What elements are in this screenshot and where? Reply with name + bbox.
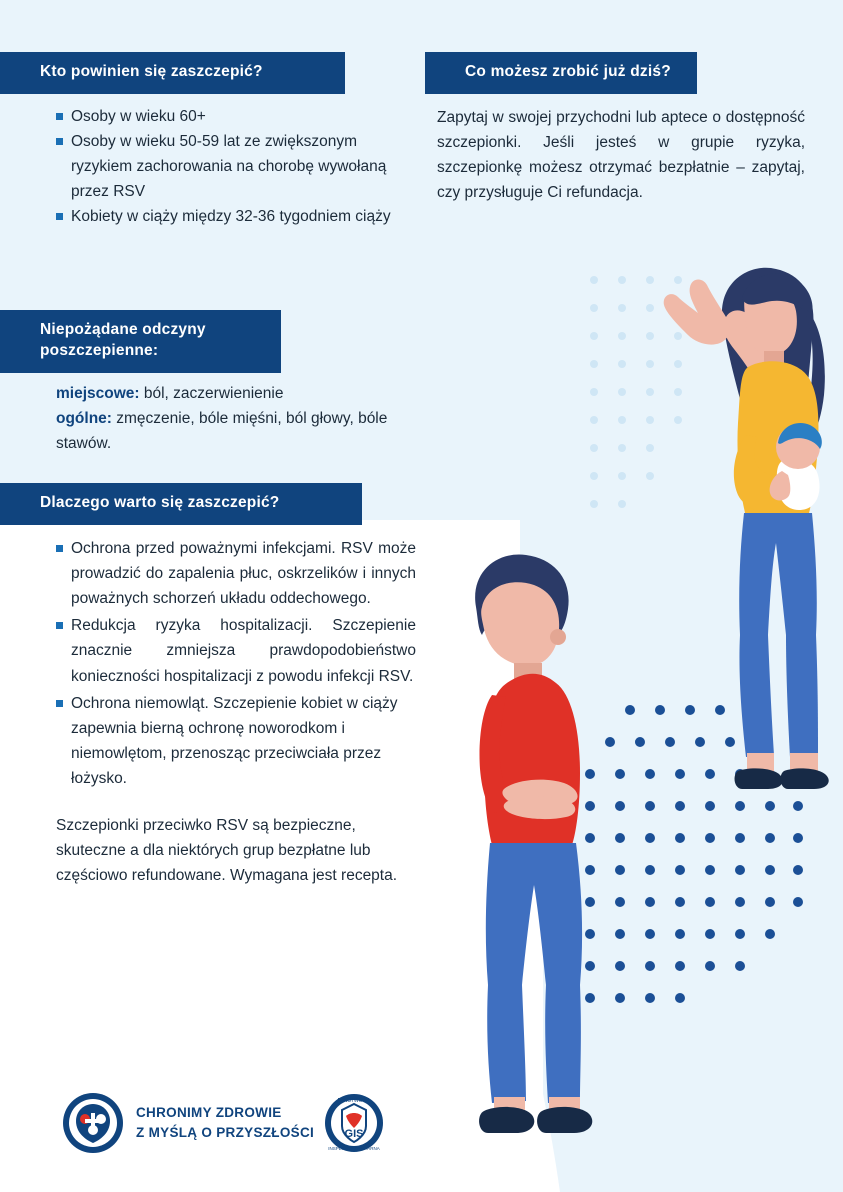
adverse-reactions-section xyxy=(56,381,416,456)
why-vaccinate-list xyxy=(56,536,416,791)
who-should-vaccinate-section xyxy=(56,104,416,230)
footer-branding xyxy=(62,1092,386,1154)
heading-who-should-vaccinate: Kto powinien się zaszczepić? xyxy=(0,52,345,94)
list-item: Kobiety w ciąży między 32-36 tygodniem ciąży xyxy=(56,204,416,229)
gis-top-text: PAŃSTWOWA xyxy=(337,1098,371,1104)
list-item: Redukcja ryzyka hospitalizacji. Szczepienie znacznie zmniejsza prawdopodobieństwo konieczności hospitalizacji z powodu infekcji RSV. xyxy=(56,613,416,688)
list-item: Osoby w wieku 60+ xyxy=(56,104,416,129)
list-item: Ochrona niemowląt. Szczepienie kobiet w ciąży zapewnia bierną ochronę noworodkom i niemowlętom, przenosząc przeciwciała przez łożysko. xyxy=(56,691,416,791)
adverse-local-text: ból, zaczerwienienie xyxy=(139,385,284,402)
adverse-general-label: ogólne: xyxy=(56,410,112,428)
list-item: Ochrona przed poważnymi infekcjami. RSV może prowadzić do zapalenia płuc, oskrzelików i innych poważnych schorzeń układu oddechowego. xyxy=(56,536,416,611)
list-item: Osoby w wieku 50-59 lat ze zwiększonym ryzykiem zachorowania na chorobę wywołaną przez RSV xyxy=(56,129,416,204)
adverse-general-line xyxy=(56,406,416,456)
why-vaccinate-note: Szczepionki przeciwko RSV są bezpieczne, skuteczne a dla niektórych grup bezpłatne lub częściowo refundowane. Wymagana jest recepta. xyxy=(56,817,398,885)
heading-adverse-reactions: Niepożądane odczyny poszczepienne: xyxy=(0,310,281,373)
adverse-general-text: zmęczenie, bóle mięśni, ból głowy, bóle stawów. xyxy=(56,410,388,453)
adverse-local-line xyxy=(56,381,416,406)
footer-slogan xyxy=(136,1103,314,1142)
adverse-local-label: miejscowe: xyxy=(56,385,140,402)
why-vaccinate-section xyxy=(56,536,416,888)
illustration-boy xyxy=(430,545,640,1175)
gis-mid-text: INSPEKCJA SANITARNA xyxy=(328,1146,380,1151)
footer-slogan-line1: CHRONIMY ZDROWIE xyxy=(136,1105,282,1121)
chronimy-zdrowie-logo-icon xyxy=(62,1092,124,1154)
illustration-mother-with-baby xyxy=(630,255,843,885)
who-should-vaccinate-list xyxy=(56,104,416,230)
what-today-text: Zapytaj w swojej przychodni lub aptece o dostępność szczepionki. Jeśli jesteś w grupie ryzyka, szczepionkę możesz otrzymać bezpłatnie – zapytaj, czy przysługuje Ci refundacja. xyxy=(437,109,805,202)
heading-why-vaccinate: Dlaczego warto się zaszczepić? xyxy=(0,483,362,525)
gis-logo-icon xyxy=(322,1092,386,1154)
footer-slogan-line2: Z MYŚLĄ O PRZYSZŁOŚCI xyxy=(136,1125,315,1140)
gis-abbr-text: GIS xyxy=(344,1128,364,1140)
heading-what-today: Co możesz zrobić już dziś? xyxy=(425,52,697,94)
